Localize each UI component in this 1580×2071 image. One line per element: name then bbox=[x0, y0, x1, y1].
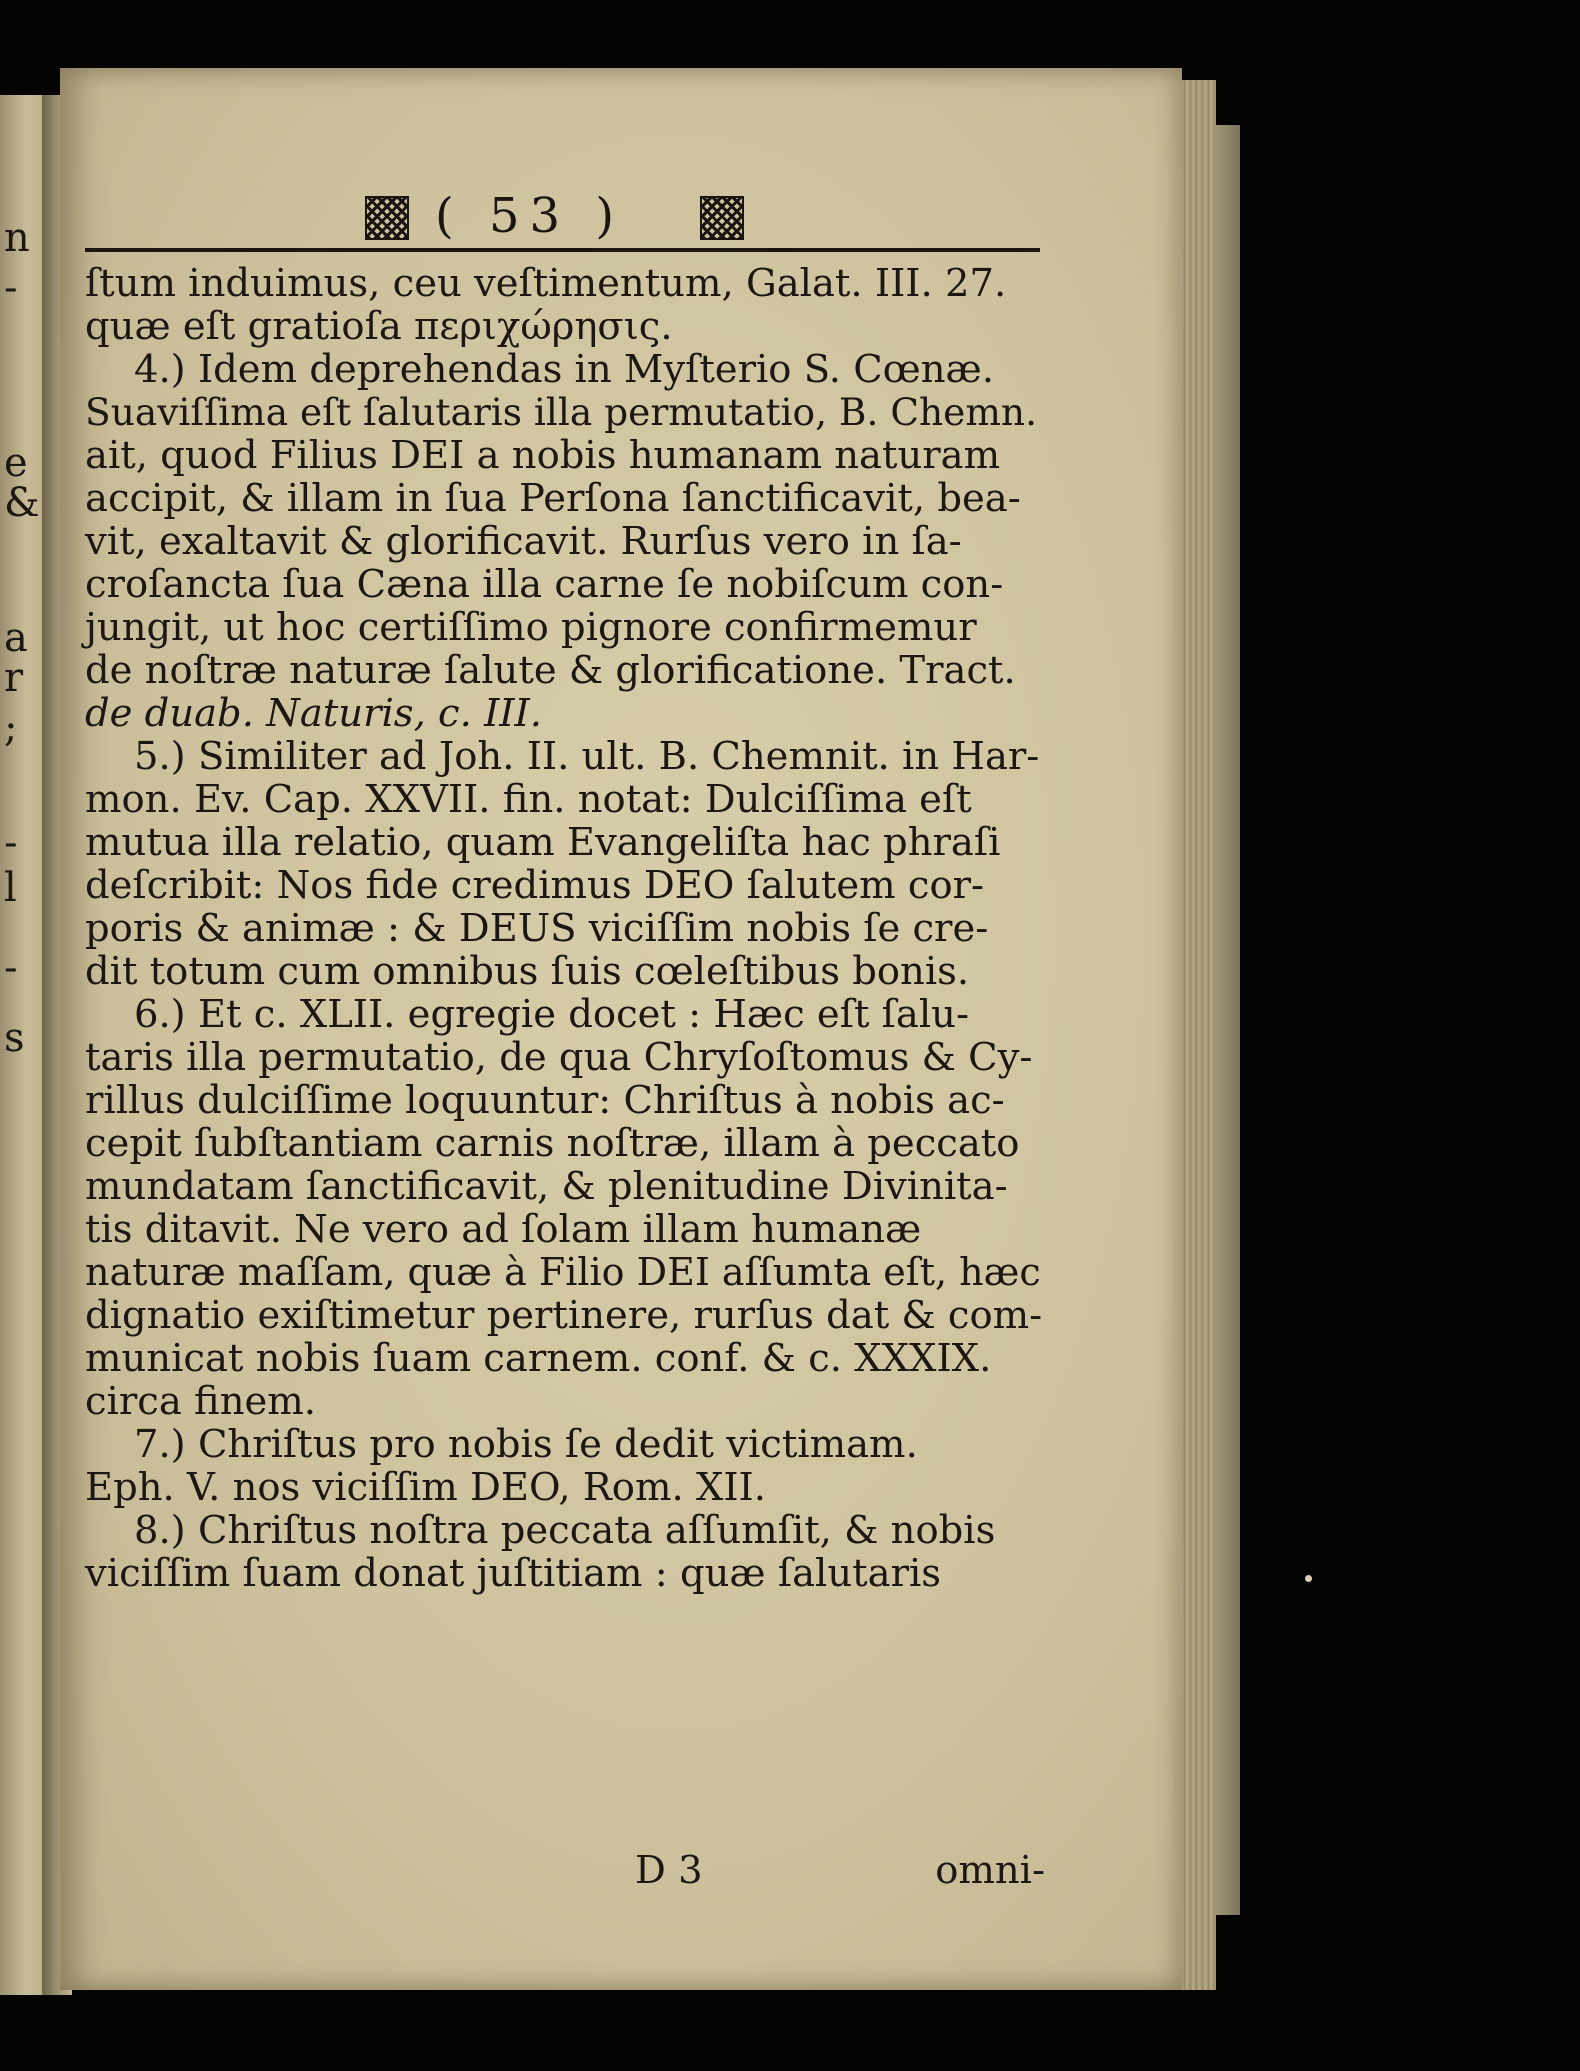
text-line: 8.) Chriſtus noſtra peccata aſſumſit, & nobis bbox=[85, 1508, 996, 1553]
page-fore-edge bbox=[1178, 80, 1216, 1990]
text-line: municat nobis ſuam carnem. conf. & c. XXXIX. bbox=[85, 1336, 992, 1381]
text-line: ait, quod Filius DEI a nobis humanam naturam bbox=[85, 433, 1001, 478]
text-line: croſancta ſua Cæna illa carne ſe nobiſcum con- bbox=[85, 562, 1004, 607]
text-line: tis ditavit. Ne vero ad ſolam illam humanæ bbox=[85, 1207, 922, 1252]
text-line: 5.) Similiter ad Joh. II. ult. B. Chemnit. in Har- bbox=[85, 734, 1040, 779]
text-line: cepit ſubſtantiam carnis noſtræ, illam à peccato bbox=[85, 1121, 1020, 1166]
dust-speck bbox=[1305, 1575, 1312, 1582]
cover-edge bbox=[1216, 125, 1240, 1915]
text-line: viciſſim ſuam donat juſtitiam : quæ ſalutaris bbox=[85, 1551, 942, 1596]
text-line: mutua illa relatio, quam Evangeliſta hac phraſi bbox=[85, 820, 1001, 865]
text-line: dignatio exiſtimetur pertinere, rurſus dat & com- bbox=[85, 1293, 1043, 1338]
text-line: jungit, ut hoc certiſſimo pignore confirmemur bbox=[85, 605, 977, 650]
text-line: mundatam ſanctificavit, & plenitudine Divinita- bbox=[85, 1164, 1008, 1209]
text-line: naturæ maſſam, quæ à Filio DEI aſſumta eſt, hæc bbox=[85, 1250, 1041, 1294]
text-line: mon. Ev. Cap. XXVII. fin. notat: Dulciſſima eſt bbox=[85, 777, 972, 822]
left-letter: l bbox=[4, 865, 17, 911]
page-footer bbox=[85, 1848, 1045, 1891]
body-text bbox=[85, 262, 1045, 1595]
left-letter: ; bbox=[4, 705, 18, 751]
text-line: circa finem. bbox=[85, 1379, 317, 1424]
text-line: deſcribit: Nos fide credimus DEO ſalutem cor- bbox=[85, 863, 985, 908]
text-line: quæ eſt gratioſa περιχώρησις. bbox=[85, 304, 673, 349]
text-line: taris illa permutatio, de qua Chryſoſtomus & Cy- bbox=[85, 1035, 1033, 1080]
left-letter: r bbox=[4, 655, 24, 701]
left-letter: a bbox=[4, 615, 28, 661]
page-number: ( 53 ) bbox=[435, 188, 625, 244]
text-line: accipit, & illam in ſua Perſona ſanctificavit, bea- bbox=[85, 476, 1021, 521]
text-line: Suaviſſima eſt ſalutaris illa permutatio, B. Chemn. bbox=[85, 390, 1037, 434]
text-line: de noſtræ naturæ ſalute & glorificatione. Tract. bbox=[85, 648, 1016, 693]
text-line: Eph. V. nos viciſſim DEO, Rom. XII. bbox=[85, 1465, 767, 1510]
left-letter: n bbox=[4, 215, 30, 261]
text-line: rillus dulciſſime loquuntur: Chriſtus à nobis ac- bbox=[85, 1078, 1005, 1123]
text-line: poris & animæ : & DEUS viciſſim nobis ſe cre- bbox=[85, 906, 989, 951]
left-letter: - bbox=[4, 945, 18, 991]
catchword: omni- bbox=[935, 1848, 1045, 1893]
text-line: dit totum cum omnibus ſuis cœleſtibus bonis. bbox=[85, 949, 970, 994]
left-letter: - bbox=[4, 820, 18, 866]
text-line: ſtum induimus, ceu veſtimentum, Galat. III. 27. bbox=[85, 261, 1007, 306]
left-letter: & bbox=[4, 480, 40, 526]
page-header bbox=[365, 190, 765, 250]
left-letter: s bbox=[4, 1015, 25, 1061]
header-rule bbox=[85, 248, 1040, 252]
ornament-icon bbox=[700, 196, 744, 240]
signature-mark: D 3 bbox=[635, 1848, 703, 1893]
left-letter: e bbox=[4, 440, 28, 486]
left-letter: - bbox=[4, 265, 18, 311]
text-line: de duab. Naturis, c. III. bbox=[85, 691, 542, 736]
text-line: vit, exaltavit & glorificavit. Rurſus vero in ſa- bbox=[85, 519, 962, 564]
text-line: 4.) Idem deprehendas in Myſterio S. Cœnæ. bbox=[85, 347, 994, 392]
text-line: 7.) Chriſtus pro nobis ſe dedit victimam. bbox=[85, 1422, 918, 1467]
ornament-icon bbox=[365, 196, 409, 240]
text-line: 6.) Et c. XLII. egregie docet : Hæc eſt ſalu- bbox=[85, 992, 969, 1037]
